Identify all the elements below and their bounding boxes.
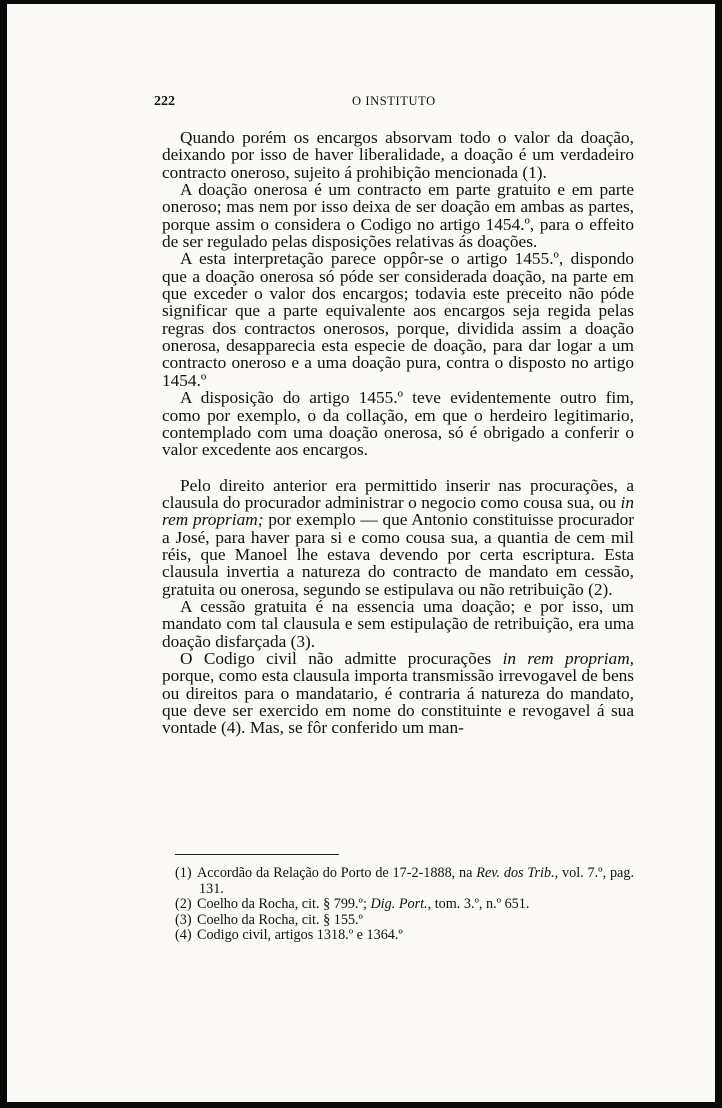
text-run: A disposição do artigo 1455.º teve evidentemente outro fim, como por exemplo, o da collação, em que o herdeiro legitimario, contemplado com uma doação onerosa, só é obrigado a conferir o valor excedente aos encargos. [162, 388, 634, 460]
text-run: Accordão da Relação do Porto de 17-2-1888, na [197, 865, 477, 881]
text-run: , tom. 3.º, n.º 651. [427, 896, 530, 912]
paragraph [162, 389, 634, 458]
text-run: Coelho da Rocha, cit. § 155.º [197, 911, 363, 928]
text-run: Pelo direito anterior era permittido inserir nas procurações, a clausula do procurador administrar o negocio como cousa sua, ou [162, 475, 634, 512]
running-title: O INSTITUTO [352, 94, 436, 108]
text-run: , vol. 7.º, pag. 131. [199, 865, 634, 897]
italic-text: in rem propriam, [502, 648, 634, 668]
italic-text: in rem propriam; [162, 492, 634, 530]
paragraph [162, 650, 634, 737]
text-run: Quando porém os encargos absorvam todo o valor da doação, deixando por isso de haver liberalidade, a doação é um verdadeiro contracto oneroso, sujeito á prohibição mencionada (1). [162, 128, 634, 182]
text-run: porque, como esta clausula importa transmissão irrevogavel de bens ou direitos para o mandatario, é contraria á natureza do mandato, que deve ser exercido em nome do constituinte e revogavel á sua vontade (4). Mas, se fôr conferido um man- [162, 666, 634, 738]
body-text [162, 129, 634, 737]
text-run: por exemplo — que Antonio constituisse procurador a José, para haver para si e como cousa sua, a quantia de cem mil réis, que Manoel lhe estava devendo por certa escriptura. Esta clausula invertia a natureza do contracto de mandato em cessão, gratuita ou onerosa, segundo se estipulava ou não retribuição (2). [162, 510, 634, 599]
footnote [162, 866, 634, 897]
footnote-number: (3) [175, 911, 192, 928]
paragraph [162, 598, 634, 650]
footnote [162, 928, 634, 944]
text-run: O Codigo civil não admitte procurações [180, 648, 503, 668]
text-run: Coelho da Rocha, cit. § 799.º; [197, 896, 371, 912]
footnote [162, 897, 634, 913]
italic-text: Dig. Port. [370, 896, 428, 912]
footnote-number: (1) [175, 865, 192, 881]
paragraph [162, 477, 634, 598]
text-run: A doação onerosa é um contracto em parte gratuito e em parte oneroso; mas nem por isso deixa de ser doação em ambas as partes, porque assim o considera o Codigo no artigo 1454.º, para o effeito de ser regulado pelas disposições relativas ás doações. [162, 180, 634, 252]
text-run: A esta interpretação parece oppôr-se o artigo 1455.º, dispondo que a doação onerosa só póde ser considerada doação, na parte em que exceder o valor dos encargos; todavia este preceito não póde significar que a parte equivalente aos encargos seja regida pelas regras dos contractos onerosos, porque, dividida assim a doação onerosa, desapparecia esta especie de doação, para dar logar a um contracto oneroso e a uma doação pura, contra o disposto no artigo 1454.º [162, 249, 634, 390]
page-number: 222 [154, 94, 175, 109]
paragraph [162, 129, 634, 181]
paragraph [162, 181, 634, 250]
footnote [162, 913, 634, 929]
book-page [7, 4, 715, 1102]
footnote-rule [175, 854, 339, 855]
footnote-number: (4) [175, 927, 192, 943]
text-run: A cessão gratuita é na essencia uma doação; e por isso, um mandato com tal clausula e sem estipulação de retribuição, era uma doação disfarçada (3). [162, 596, 634, 651]
italic-text: Rev. dos Trib. [476, 865, 555, 881]
footnote-number: (2) [175, 896, 192, 912]
footnotes [162, 866, 634, 944]
text-run: Codigo civil, artigos 1318.º e 1364.º [197, 927, 403, 943]
paragraph [162, 250, 634, 389]
